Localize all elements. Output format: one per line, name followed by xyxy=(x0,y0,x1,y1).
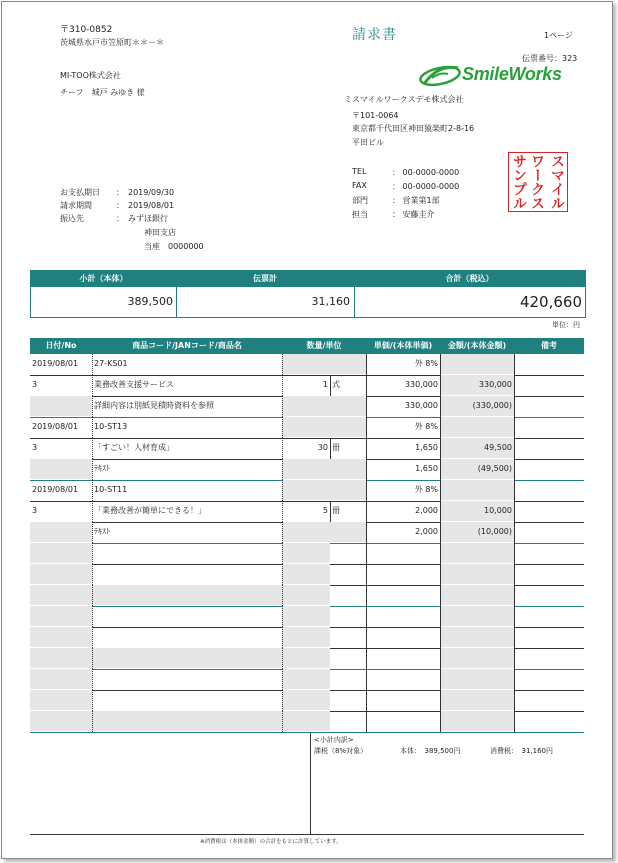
sender-address1: 東京都千代田区神田猿楽町2-8-16 xyxy=(352,124,475,133)
summary-area xyxy=(30,732,584,835)
empty-price-cell xyxy=(366,606,440,626)
recipient-company: MI-TOO株式会社 xyxy=(60,71,121,80)
column-divider xyxy=(92,648,93,669)
date-no-cell xyxy=(30,669,92,689)
unit-cell: 冊 xyxy=(332,506,340,515)
col-qty-unit: 数量/単位 xyxy=(306,341,342,350)
dept-value: ： 営業第1部 xyxy=(392,196,440,205)
empty-amount-cell xyxy=(440,564,514,584)
product-code-cell: 10-ST11 xyxy=(94,485,128,494)
column-divider xyxy=(366,480,367,501)
table-row xyxy=(30,648,584,670)
date-no-cell xyxy=(30,396,92,416)
column-divider xyxy=(514,606,515,627)
empty-name-cell xyxy=(185,627,282,647)
table-row xyxy=(30,585,584,607)
date-no-cell xyxy=(30,564,92,584)
qty-cell xyxy=(282,459,366,479)
empty-name-cell xyxy=(185,564,282,584)
column-divider xyxy=(92,438,93,459)
tax-rate-cell: 外 8% xyxy=(414,359,438,368)
logo-text: SmileWorks xyxy=(462,64,562,84)
base-amount-cell: (10,000) xyxy=(440,522,514,542)
date-no-cell: 2019/08/01 xyxy=(32,422,79,431)
tel-value: ： 00-0000-0000 xyxy=(392,168,460,177)
empty-code-cell xyxy=(92,711,185,731)
column-divider xyxy=(440,564,441,585)
remarks-cell xyxy=(514,480,584,500)
column-divider xyxy=(92,396,93,417)
empty-price-cell xyxy=(366,564,440,584)
base-price-cell: 2,000 xyxy=(415,527,438,536)
empty-amount-cell xyxy=(440,711,514,731)
totals-box xyxy=(30,270,586,318)
page-number: 1ページ xyxy=(544,31,573,40)
total-value: 420,660 xyxy=(519,293,582,311)
column-divider xyxy=(366,522,367,543)
base-amount-cell: (49,500) xyxy=(440,459,514,479)
remarks-cell xyxy=(514,396,584,416)
billing-period-label: 請求期間 xyxy=(60,201,92,210)
column-divider xyxy=(92,459,93,480)
column-divider xyxy=(282,396,283,417)
qty-cell xyxy=(282,354,366,374)
column-divider xyxy=(514,564,515,585)
empty-qty-cell xyxy=(282,669,330,689)
empty-qty-cell xyxy=(282,711,330,731)
remarks-cell xyxy=(514,543,584,563)
empty-code-cell xyxy=(92,564,185,584)
table-row xyxy=(30,690,584,712)
column-divider xyxy=(440,522,441,543)
column-divider xyxy=(366,669,367,690)
column-divider xyxy=(440,648,441,669)
table-row xyxy=(30,627,584,649)
date-no-cell xyxy=(30,648,92,668)
summary-body: 本体： 389,500円 xyxy=(400,747,461,755)
table-row xyxy=(30,354,584,376)
column-divider xyxy=(514,438,515,459)
product-name-cell: 「業務改善が簡単にできる！」 xyxy=(94,506,206,515)
product-note-cell: ﾃｷｽﾄ xyxy=(94,464,110,473)
price-cell: 1,650 xyxy=(415,443,438,452)
column-divider xyxy=(92,375,93,396)
column-divider xyxy=(282,417,283,438)
empty-price-cell xyxy=(366,669,440,689)
empty-name-cell xyxy=(185,585,282,605)
qty-cell xyxy=(282,522,366,542)
column-divider xyxy=(92,606,93,627)
column-divider xyxy=(440,459,441,480)
table-row xyxy=(30,438,584,460)
qty-cell xyxy=(282,480,366,500)
column-divider xyxy=(282,375,283,396)
fax-label: FAX xyxy=(352,181,367,190)
column-divider xyxy=(282,606,283,627)
column-divider xyxy=(282,669,283,690)
column-divider xyxy=(330,501,331,522)
empty-qty-cell xyxy=(282,627,330,647)
billing-period-value: ： 2019/08/01 xyxy=(116,201,175,210)
empty-price-cell xyxy=(366,648,440,668)
empty-code-cell xyxy=(92,690,185,710)
recipient-address: 茨城県水戸市笠原町＊＊－＊ xyxy=(60,38,164,47)
date-no-cell xyxy=(30,585,92,605)
column-divider xyxy=(514,396,515,417)
table-row xyxy=(30,543,584,565)
remarks-cell xyxy=(514,522,584,542)
column-divider xyxy=(514,480,515,501)
bank-value: ： みずほ銀行 xyxy=(116,214,168,223)
remarks-cell xyxy=(514,501,584,521)
column-divider xyxy=(282,648,283,669)
subtotal-header: 小計（本体） xyxy=(79,274,128,283)
date-no-cell xyxy=(30,627,92,647)
empty-name-cell xyxy=(185,606,282,626)
empty-qty-cell xyxy=(282,585,330,605)
column-divider xyxy=(440,396,441,417)
date-no-cell xyxy=(30,690,92,710)
col-amount: 金額/(本体金額) xyxy=(447,341,507,350)
column-divider xyxy=(440,354,441,375)
column-divider xyxy=(440,690,441,711)
empty-price-cell xyxy=(366,543,440,563)
column-divider xyxy=(282,627,283,648)
column-divider xyxy=(92,564,93,585)
tax-rate-cell: 外 8% xyxy=(414,422,438,431)
total-header: 合計（税込） xyxy=(445,274,494,283)
column-divider xyxy=(366,375,367,396)
empty-code-cell xyxy=(92,606,185,626)
subtotal-value: 389,500 xyxy=(127,295,173,308)
column-divider xyxy=(92,480,93,501)
empty-qty-cell xyxy=(282,543,330,563)
column-divider xyxy=(92,501,93,522)
due-date-label: お支払期日 xyxy=(60,188,100,197)
empty-name-cell xyxy=(185,669,282,689)
col-remarks: 備考 xyxy=(541,341,557,350)
product-code-cell: 27-KS01 xyxy=(94,359,128,368)
remarks-cell xyxy=(514,711,584,731)
remarks-cell xyxy=(514,669,584,689)
remarks-cell xyxy=(514,690,584,710)
amount-value-cell: 49,500 xyxy=(440,438,514,458)
table-header xyxy=(30,338,584,354)
remarks-cell xyxy=(514,459,584,479)
empty-unit-cell xyxy=(330,711,366,731)
date-no-cell: 3 xyxy=(32,443,38,452)
amount-value-cell: 10,000 xyxy=(440,501,514,521)
company-seal-stamp xyxy=(508,152,568,212)
column-divider xyxy=(514,354,515,375)
empty-code-cell xyxy=(92,669,185,689)
amount-cell xyxy=(440,480,514,500)
stamp-col2: ワークス xyxy=(529,154,545,210)
fax-value: ： 00-0000-0000 xyxy=(392,182,460,191)
column-divider xyxy=(440,606,441,627)
empty-unit-cell xyxy=(330,606,366,626)
column-divider xyxy=(366,354,367,375)
qty-value-cell: 30 xyxy=(317,443,328,452)
empty-qty-cell xyxy=(282,690,330,710)
empty-unit-cell xyxy=(330,648,366,668)
column-divider xyxy=(440,543,441,564)
empty-amount-cell xyxy=(440,690,514,710)
remarks-cell xyxy=(514,627,584,647)
table-row xyxy=(30,564,584,586)
empty-name-cell xyxy=(185,543,282,563)
remarks-cell xyxy=(514,438,584,458)
recipient-postal: 〒310-0852 xyxy=(60,25,113,35)
qty-value-cell: 5 xyxy=(322,506,328,515)
table-row xyxy=(30,480,584,502)
column-divider xyxy=(366,627,367,648)
column-divider xyxy=(514,669,515,690)
price-cell: 330,000 xyxy=(404,380,438,389)
column-divider xyxy=(440,501,441,522)
column-divider xyxy=(514,522,515,543)
remarks-cell xyxy=(514,585,584,605)
product-code-cell: 10-ST13 xyxy=(94,422,128,431)
unit-cell: 冊 xyxy=(332,443,340,452)
recipient-person: チーフ 城戸 みゆき 様 xyxy=(60,88,145,97)
empty-qty-cell xyxy=(282,564,330,584)
tax-value: 31,160 xyxy=(311,295,350,308)
column-divider xyxy=(366,690,367,711)
empty-amount-cell xyxy=(440,669,514,689)
empty-amount-cell xyxy=(440,543,514,563)
price-cell: 2,000 xyxy=(415,506,438,515)
rep-label: 担当 xyxy=(352,210,368,219)
date-no-cell xyxy=(30,711,92,731)
table-row xyxy=(30,396,584,418)
sender-company: ミスマイルワークスデモ株式会社 xyxy=(344,95,464,104)
column-divider xyxy=(282,501,283,522)
empty-unit-cell xyxy=(330,543,366,563)
col-product: 商品コード/JANコード/商品名 xyxy=(132,341,242,350)
empty-unit-cell xyxy=(330,564,366,584)
column-divider xyxy=(366,417,367,438)
column-divider xyxy=(440,438,441,459)
column-divider xyxy=(282,564,283,585)
date-no-cell: 3 xyxy=(32,380,38,389)
date-no-cell xyxy=(30,459,92,479)
summary-consumption-tax: 消費税： 31,160円 xyxy=(490,747,553,755)
table-row xyxy=(30,711,584,733)
empty-code-cell xyxy=(92,627,185,647)
remarks-cell xyxy=(514,564,584,584)
sender-postal: 〒101-0064 xyxy=(352,111,399,120)
column-divider xyxy=(514,648,515,669)
column-divider xyxy=(366,543,367,564)
unit-cell: 式 xyxy=(332,380,340,389)
slip-number: 伝票番号：323 xyxy=(522,54,578,63)
empty-price-cell xyxy=(366,627,440,647)
column-divider xyxy=(366,648,367,669)
empty-amount-cell xyxy=(440,627,514,647)
table-row xyxy=(30,375,584,397)
column-divider xyxy=(514,690,515,711)
column-divider xyxy=(514,543,515,564)
table-row xyxy=(30,522,584,544)
stamp-col1: スマイル xyxy=(549,154,565,210)
table-row xyxy=(30,417,584,439)
remarks-cell xyxy=(514,648,584,668)
column-divider xyxy=(366,459,367,480)
column-divider xyxy=(282,354,283,375)
amount-cell xyxy=(440,354,514,374)
column-divider xyxy=(514,459,515,480)
table-row xyxy=(30,606,584,628)
product-name-cell: 「すごい！人材育成」 xyxy=(94,443,174,452)
column-divider xyxy=(92,354,93,375)
column-divider xyxy=(92,690,93,711)
empty-name-cell xyxy=(185,711,282,731)
col-unit-price: 単価/(本体単価) xyxy=(373,341,433,350)
table-row xyxy=(30,669,584,691)
base-price-cell: 330,000 xyxy=(404,401,438,410)
column-divider xyxy=(514,585,515,606)
column-divider xyxy=(366,606,367,627)
column-divider xyxy=(514,417,515,438)
empty-code-cell xyxy=(92,648,185,668)
unit-label: 単位：円 xyxy=(552,321,580,329)
tel-label: TEL xyxy=(352,167,367,176)
date-no-cell xyxy=(30,606,92,626)
product-note-cell: ﾃｷｽﾄ xyxy=(94,527,110,536)
empty-code-cell xyxy=(92,585,185,605)
summary-title: <小計内訳> xyxy=(314,736,354,744)
empty-unit-cell xyxy=(330,627,366,647)
column-divider xyxy=(282,459,283,480)
bank-account: 当座 0000000 xyxy=(144,242,204,251)
column-divider xyxy=(282,690,283,711)
column-divider xyxy=(282,585,283,606)
column-divider xyxy=(440,669,441,690)
remarks-cell xyxy=(514,375,584,395)
empty-unit-cell xyxy=(330,690,366,710)
sender-address2: 平田ビル xyxy=(352,138,384,147)
dept-label: 部門 xyxy=(352,196,368,205)
column-divider xyxy=(440,480,441,501)
empty-price-cell xyxy=(366,711,440,731)
amount-cell xyxy=(440,417,514,437)
tax-header: 伝票計 xyxy=(253,274,277,283)
empty-amount-cell xyxy=(440,648,514,668)
amount-value-cell: 330,000 xyxy=(440,375,514,395)
column-divider xyxy=(282,480,283,501)
column-divider xyxy=(282,438,283,459)
stamp-col3: サンプル xyxy=(511,154,527,210)
column-divider xyxy=(92,522,93,543)
base-price-cell: 1,650 xyxy=(415,464,438,473)
table-row xyxy=(30,501,584,523)
column-divider xyxy=(330,375,331,396)
date-no-cell: 2019/08/01 xyxy=(32,359,79,368)
qty-cell xyxy=(282,417,366,437)
qty-value-cell: 1 xyxy=(322,380,328,389)
column-divider xyxy=(282,522,283,543)
column-divider xyxy=(440,375,441,396)
column-divider xyxy=(282,543,283,564)
empty-price-cell xyxy=(366,690,440,710)
empty-code-cell xyxy=(92,543,185,563)
column-divider xyxy=(366,396,367,417)
empty-amount-cell xyxy=(440,585,514,605)
rep-value: ： 安藤圭介 xyxy=(392,210,435,219)
column-divider xyxy=(92,627,93,648)
remarks-cell xyxy=(514,354,584,374)
empty-qty-cell xyxy=(282,606,330,626)
smileworks-logo xyxy=(418,62,578,90)
leaf-logo-icon xyxy=(418,62,462,88)
column-divider xyxy=(366,501,367,522)
summary-taxable: 課税（8%対象） xyxy=(314,747,368,755)
column-divider xyxy=(440,711,441,732)
column-divider xyxy=(440,417,441,438)
date-no-cell xyxy=(30,543,92,563)
column-divider xyxy=(514,711,515,732)
empty-amount-cell xyxy=(440,606,514,626)
col-date-no: 日付/No xyxy=(45,341,77,350)
column-divider xyxy=(514,375,515,396)
column-divider xyxy=(514,501,515,522)
column-divider xyxy=(366,564,367,585)
empty-unit-cell xyxy=(330,669,366,689)
remarks-cell xyxy=(514,417,584,437)
column-divider xyxy=(514,627,515,648)
column-divider xyxy=(92,417,93,438)
empty-unit-cell xyxy=(330,585,366,605)
due-date-value: ： 2019/09/30 xyxy=(116,188,175,197)
bank-label: 振込先 xyxy=(60,214,84,223)
column-divider xyxy=(366,585,367,606)
column-divider xyxy=(330,438,331,459)
column-divider xyxy=(92,543,93,564)
document-title: 請求書 xyxy=(352,27,397,43)
bank-branch: 神田支店 xyxy=(144,228,176,237)
empty-name-cell xyxy=(185,648,282,668)
column-divider xyxy=(92,585,93,606)
remarks-cell xyxy=(514,606,584,626)
column-divider xyxy=(440,627,441,648)
column-divider xyxy=(92,711,93,732)
empty-name-cell xyxy=(185,690,282,710)
empty-price-cell xyxy=(366,585,440,605)
footnote: ※消費税は（本体金額）の合計をもとに計算しています。 xyxy=(200,839,342,845)
empty-qty-cell xyxy=(282,648,330,668)
column-divider xyxy=(282,711,283,732)
product-name-cell: 業務改善支援サービス xyxy=(94,380,174,389)
column-divider xyxy=(366,438,367,459)
column-divider xyxy=(366,711,367,732)
tax-rate-cell: 外 8% xyxy=(414,485,438,494)
date-no-cell: 3 xyxy=(32,506,38,515)
column-divider xyxy=(440,585,441,606)
date-no-cell: 2019/08/01 xyxy=(32,485,79,494)
column-divider xyxy=(92,669,93,690)
product-note-cell: 詳細内容は別紙見積時資料を参照 xyxy=(94,401,214,410)
table-row xyxy=(30,459,584,481)
qty-cell xyxy=(282,396,366,416)
date-no-cell xyxy=(30,522,92,542)
base-amount-cell: (330,000) xyxy=(440,396,514,416)
